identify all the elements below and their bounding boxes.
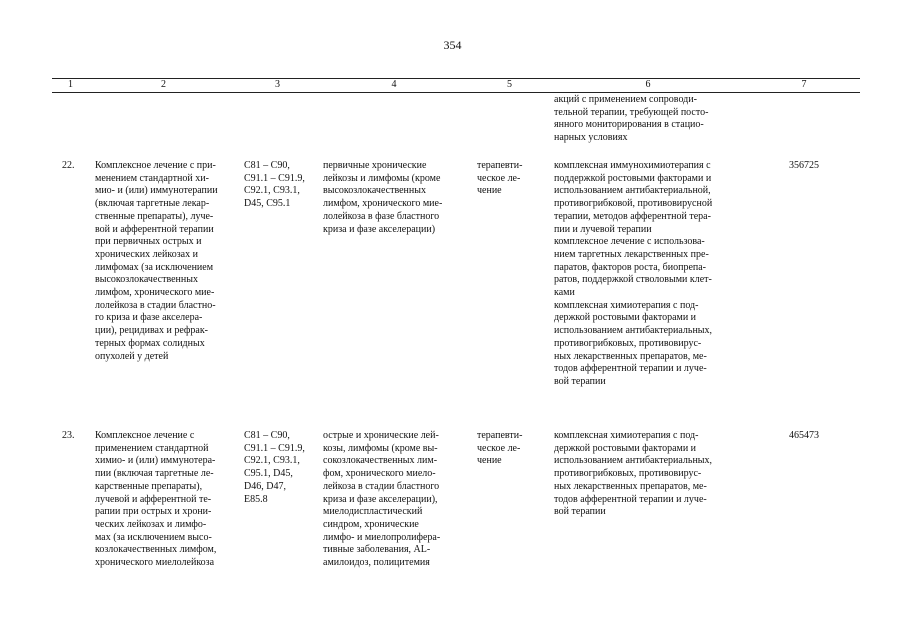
icd-codes: C81 – C90, C91.1 – C91.9, C92.1, C93.1, C95.1, D45, D46, D47, E85.8 xyxy=(244,430,305,505)
table-row xyxy=(52,160,860,430)
treatment-method: комплексная иммунохимиотерапия с поддержкой ростовыми факторами и использованием антибактериальной, противогрибковой, противовирусной терапии, методов афферентной тера- пии и лучевой терапии комплексное лечение с использова- нием таргетных лекарственных пре- паратов, факторов роста, биопрепа- ратов, поддержкой стволовыми клет- ками комплексная химиотерапия с под- держкой ростовыми факторами и использованием антибактериальных, противогрибковых, противовирус- ных лекарственных препаратов, ме- тодов афферентной терапии и луче- вой терапии xyxy=(554,160,713,387)
cost-amount: 356725 xyxy=(789,160,819,171)
patient-model xyxy=(317,93,471,161)
row-number: 23. xyxy=(62,430,75,441)
cost-amount xyxy=(748,93,860,161)
column-header: 3 xyxy=(238,79,317,93)
column-header: 7 xyxy=(748,79,860,93)
treatment-method: акций с применением сопроводи- тельной терапии, требующей посто- янного мониторирования в стацио- нарных условиях xyxy=(554,94,709,144)
column-header: 4 xyxy=(317,79,471,93)
treatment-type: терапевти- ческое ле- чение xyxy=(477,160,523,197)
patient-model: острые и хронические лей- козы, лимфомы (кроме вы- сокозлокачественных лим- фом, хронического миело- лейкоза в стадии бластного криза и фазе акселерации), миелодиспластический синдром, хронические лимфо- и миелопролифера- тивные заболевания, AL- амилоидоз, полицитемия xyxy=(323,430,441,569)
table-row xyxy=(52,430,860,580)
column-header: 1 xyxy=(52,79,89,93)
icd-codes xyxy=(238,93,317,161)
column-number-header xyxy=(52,79,860,93)
procedure-name xyxy=(89,93,238,161)
procedures-table xyxy=(52,78,860,580)
column-header: 2 xyxy=(89,79,238,93)
row-number: 22. xyxy=(62,160,75,171)
cost-amount: 465473 xyxy=(789,430,819,441)
row-number xyxy=(52,93,89,161)
treatment-type xyxy=(471,93,548,161)
icd-codes: C81 – C90, C91.1 – C91.9, C92.1, C93.1, D45, C95.1 xyxy=(244,160,305,210)
procedure-name: Комплексное лечение с применением стандартной химио- и (или) иммунотера- пии (включая таргетные ле- карственные препараты), лучевой и афферентной те- рапии при острых и хрони- ческих лейкозах и лимфо- мах (за исключением высо- козлокачественных лимфом, хронического миелолейкоза xyxy=(95,430,217,569)
treatment-type: терапевти- ческое ле- чение xyxy=(477,430,523,467)
treatment-method: комплексная химиотерапия с под- держкой ростовыми факторами и использованием антибактериальных, противогрибковых, противовирус- ных лекарственных препаратов, ме- тодов афферентной терапии и луче- вой терапии xyxy=(554,430,713,518)
table-row-continuation xyxy=(52,93,860,161)
page-number: 354 xyxy=(443,38,462,52)
column-header: 6 xyxy=(548,79,748,93)
column-header: 5 xyxy=(471,79,548,93)
patient-model: первичные хронические лейкозы и лимфомы (кроме высокозлокачественных лимфом, хронического мие- лолейкоза в фазе бластного криза и фазе акселерации) xyxy=(323,160,443,235)
procedure-name: Комплексное лечение с при- менением стандартной хи- мио- и (или) иммунотерапии (включая таргетные лекар- ственные препараты), луче- вой и афферентной терапии при первичных острых и хронических лейкозах и лимфомах (за исключением высокозлокачественных лимфом, хронического мие- лолейкоза в стадии бластно- го криза и фазе акселера- ции), рецидивах и рефрак- терных формах солидных опухолей у детей xyxy=(95,160,218,362)
